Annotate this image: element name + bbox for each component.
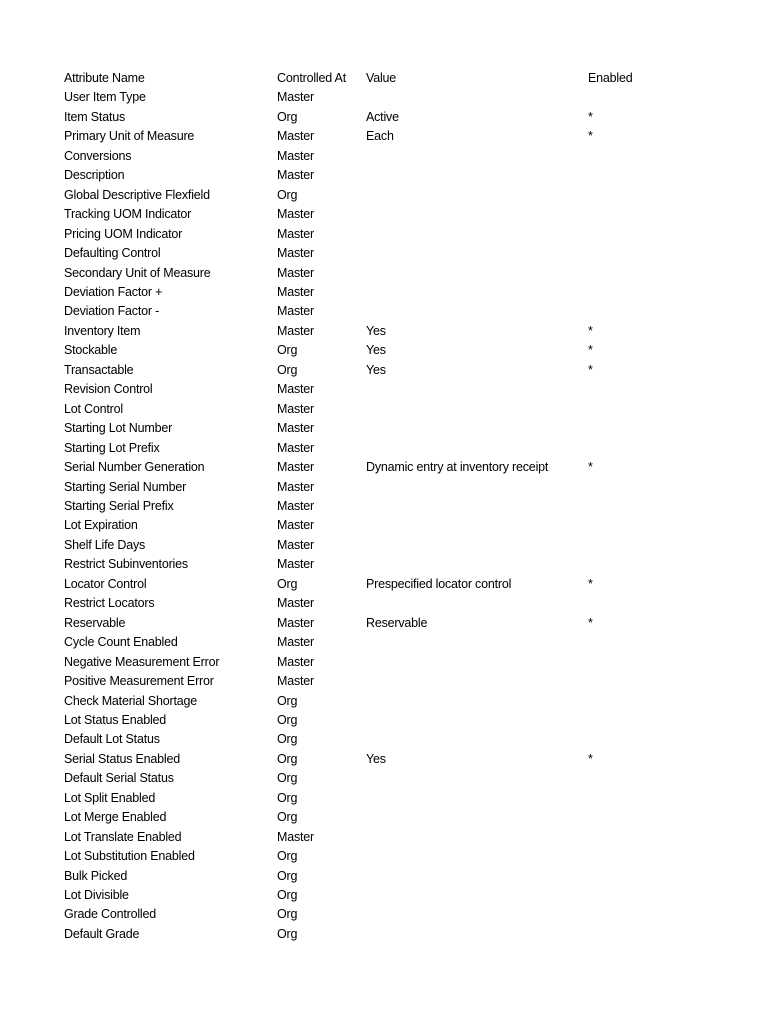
attribute-name-cell: Inventory Item <box>64 323 141 338</box>
enabled-cell <box>588 205 704 224</box>
table-row <box>64 147 704 166</box>
controlled-at-cell: Org <box>277 771 298 786</box>
attribute-name-cell: Default Serial Status <box>64 771 174 786</box>
table-row <box>64 341 704 360</box>
table-row <box>64 886 704 905</box>
controlled-at-cell: Org <box>277 790 298 805</box>
controlled-at-cell: Master <box>277 537 315 552</box>
controlled-at-cell: Org <box>277 693 298 708</box>
attribute-name-cell: Lot Expiration <box>64 518 138 533</box>
enabled-cell <box>588 147 704 166</box>
attribute-name-cell: Deviation Factor + <box>64 284 163 299</box>
enabled-cell <box>588 302 704 321</box>
table-row <box>64 108 704 127</box>
controlled-at-cell: Master <box>277 265 315 280</box>
value-cell: Yes <box>366 343 386 358</box>
enabled-cell: * <box>588 362 593 377</box>
table-row <box>64 808 704 827</box>
value-cell <box>366 653 588 672</box>
controlled-at-cell: Org <box>277 751 298 766</box>
enabled-cell <box>588 536 704 555</box>
enabled-cell <box>588 692 704 711</box>
enabled-cell <box>588 264 704 283</box>
enabled-cell: * <box>588 615 593 630</box>
header-row <box>64 69 704 88</box>
value-cell <box>366 439 588 458</box>
value-cell <box>366 186 588 205</box>
item-attributes-table <box>64 69 704 944</box>
enabled-cell <box>588 769 704 788</box>
enabled-cell <box>588 789 704 808</box>
value-cell <box>366 555 588 574</box>
table-row <box>64 575 704 594</box>
value-cell <box>366 264 588 283</box>
value-cell <box>366 283 588 302</box>
value-cell <box>366 769 588 788</box>
table-row <box>64 283 704 302</box>
value-cell: Yes <box>366 323 386 338</box>
enabled-cell <box>588 400 704 419</box>
controlled-at-cell: Master <box>277 304 315 319</box>
table-row <box>64 88 704 107</box>
value-cell <box>366 380 588 399</box>
enabled-cell <box>588 925 704 944</box>
value-cell: Active <box>366 109 399 124</box>
enabled-cell: * <box>588 109 593 124</box>
header-attribute-name: Attribute Name <box>64 71 145 85</box>
value-cell <box>366 711 588 730</box>
table-row <box>64 594 704 613</box>
controlled-at-cell: Org <box>277 868 298 883</box>
table-row <box>64 419 704 438</box>
controlled-at-cell: Master <box>277 148 315 163</box>
enabled-cell: * <box>588 460 593 475</box>
table-row <box>64 322 704 341</box>
attribute-name-cell: Lot Translate Enabled <box>64 829 182 844</box>
enabled-cell: * <box>588 129 593 144</box>
value-cell <box>366 828 588 847</box>
table-row <box>64 166 704 185</box>
controlled-at-cell: Org <box>277 187 298 202</box>
value-cell: Each <box>366 129 394 144</box>
attribute-name-cell: Starting Serial Number <box>64 479 187 494</box>
value-cell: Prespecified locator control <box>366 576 512 591</box>
attribute-name-cell: Lot Status Enabled <box>64 712 167 727</box>
enabled-cell <box>588 555 704 574</box>
enabled-cell: * <box>588 576 593 591</box>
attribute-name-cell: Positive Measurement Error <box>64 674 214 689</box>
table-row <box>64 847 704 866</box>
table-row <box>64 789 704 808</box>
attribute-name-cell: Shelf Life Days <box>64 537 146 552</box>
table-row <box>64 458 704 477</box>
controlled-at-cell: Master <box>277 323 315 338</box>
table-row <box>64 536 704 555</box>
controlled-at-cell: Org <box>277 712 298 727</box>
table-row <box>64 925 704 944</box>
attribute-name-cell: Secondary Unit of Measure <box>64 265 211 280</box>
table-row <box>64 555 704 574</box>
enabled-cell <box>588 594 704 613</box>
controlled-at-cell: Master <box>277 129 315 144</box>
attribute-name-cell: Tracking UOM Indicator <box>64 207 192 222</box>
controlled-at-cell: Org <box>277 888 298 903</box>
table-row <box>64 478 704 497</box>
enabled-cell <box>588 478 704 497</box>
attribute-name-cell: Restrict Locators <box>64 596 155 611</box>
attribute-name-cell: Serial Number Generation <box>64 460 205 475</box>
controlled-at-cell: Org <box>277 810 298 825</box>
attribute-name-cell: Default Grade <box>64 926 140 941</box>
attribute-name-cell: Pricing UOM Indicator <box>64 226 183 241</box>
attribute-name-cell: Negative Measurement Error <box>64 654 220 669</box>
table-row <box>64 730 704 749</box>
value-cell: Reservable <box>366 615 428 630</box>
table-row <box>64 672 704 691</box>
value-cell <box>366 808 588 827</box>
value-cell <box>366 419 588 438</box>
table-row <box>64 867 704 886</box>
attribute-name-cell: Lot Control <box>64 401 123 416</box>
enabled-cell <box>588 711 704 730</box>
controlled-at-cell: Master <box>277 829 315 844</box>
value-cell <box>366 516 588 535</box>
header-controlled-at: Controlled At <box>277 71 346 85</box>
value-cell: Dynamic entry at inventory receipt <box>366 460 549 475</box>
controlled-at-cell: Master <box>277 421 315 436</box>
value-cell <box>366 692 588 711</box>
controlled-at-cell: Org <box>277 732 298 747</box>
table-header <box>64 69 704 88</box>
attribute-name-cell: Transactable <box>64 362 134 377</box>
enabled-cell <box>588 808 704 827</box>
table-row <box>64 400 704 419</box>
controlled-at-cell: Org <box>277 926 298 941</box>
attribute-name-cell: Starting Lot Prefix <box>64 440 160 455</box>
table-row <box>64 633 704 652</box>
enabled-cell: * <box>588 323 593 338</box>
enabled-cell <box>588 886 704 905</box>
table-row <box>64 380 704 399</box>
table-row <box>64 205 704 224</box>
attribute-name-cell: Conversions <box>64 148 132 163</box>
enabled-cell <box>588 225 704 244</box>
table-row <box>64 905 704 924</box>
attribute-name-cell: Primary Unit of Measure <box>64 129 195 144</box>
controlled-at-cell: Org <box>277 109 298 124</box>
value-cell <box>366 633 588 652</box>
controlled-at-cell: Master <box>277 635 315 650</box>
attribute-name-cell: Stockable <box>64 343 118 358</box>
attribute-name-cell: Lot Split Enabled <box>64 790 156 805</box>
table-row <box>64 225 704 244</box>
value-cell <box>366 244 588 263</box>
controlled-at-cell: Master <box>277 90 315 105</box>
attribute-name-cell: Lot Substitution Enabled <box>64 849 195 864</box>
value-cell <box>366 205 588 224</box>
value-cell <box>366 302 588 321</box>
controlled-at-cell: Org <box>277 907 298 922</box>
value-cell: Yes <box>366 751 386 766</box>
value-cell <box>366 147 588 166</box>
controlled-at-cell: Master <box>277 246 315 261</box>
table-row <box>64 828 704 847</box>
controlled-at-cell: Master <box>277 674 315 689</box>
controlled-at-cell: Master <box>277 226 315 241</box>
controlled-at-cell: Org <box>277 362 298 377</box>
attribute-name-cell: Reservable <box>64 615 126 630</box>
table-row <box>64 264 704 283</box>
table-row <box>64 516 704 535</box>
enabled-cell <box>588 244 704 263</box>
enabled-cell <box>588 905 704 924</box>
header-value: Value <box>366 71 397 85</box>
attribute-name-cell: Defaulting Control <box>64 246 161 261</box>
controlled-at-cell: Org <box>277 576 298 591</box>
table-row <box>64 127 704 146</box>
enabled-cell: * <box>588 751 593 766</box>
enabled-cell <box>588 633 704 652</box>
table-row <box>64 186 704 205</box>
enabled-cell <box>588 166 704 185</box>
value-cell <box>366 789 588 808</box>
controlled-at-cell: Master <box>277 654 315 669</box>
controlled-at-cell: Master <box>277 557 315 572</box>
enabled-cell <box>588 653 704 672</box>
controlled-at-cell: Master <box>277 284 315 299</box>
controlled-at-cell: Org <box>277 343 298 358</box>
value-cell <box>366 88 588 107</box>
enabled-cell <box>588 730 704 749</box>
attribute-name-cell: Lot Merge Enabled <box>64 810 167 825</box>
attribute-name-cell: User Item Type <box>64 90 146 105</box>
controlled-at-cell: Org <box>277 849 298 864</box>
header-enabled: Enabled <box>588 71 633 85</box>
controlled-at-cell: Master <box>277 460 315 475</box>
enabled-cell <box>588 672 704 691</box>
controlled-at-cell: Master <box>277 440 315 455</box>
table-row <box>64 653 704 672</box>
value-cell <box>366 225 588 244</box>
value-cell <box>366 867 588 886</box>
enabled-cell <box>588 867 704 886</box>
controlled-at-cell: Master <box>277 615 315 630</box>
value-cell: Yes <box>366 362 386 377</box>
table-row <box>64 769 704 788</box>
value-cell <box>366 672 588 691</box>
value-cell <box>366 478 588 497</box>
enabled-cell <box>588 439 704 458</box>
table-row <box>64 497 704 516</box>
value-cell <box>366 166 588 185</box>
attribute-name-cell: Starting Serial Prefix <box>64 498 174 513</box>
enabled-cell <box>588 88 704 107</box>
value-cell <box>366 497 588 516</box>
table-row <box>64 692 704 711</box>
controlled-at-cell: Master <box>277 518 315 533</box>
controlled-at-cell: Master <box>277 498 315 513</box>
value-cell <box>366 905 588 924</box>
enabled-cell <box>588 516 704 535</box>
value-cell <box>366 925 588 944</box>
controlled-at-cell: Master <box>277 168 315 183</box>
table-row <box>64 711 704 730</box>
table-row <box>64 244 704 263</box>
attribute-name-cell: Deviation Factor - <box>64 304 160 319</box>
enabled-cell <box>588 419 704 438</box>
value-cell <box>366 536 588 555</box>
attribute-name-cell: Global Descriptive Flexfield <box>64 187 210 202</box>
table-row <box>64 361 704 380</box>
enabled-cell: * <box>588 343 593 358</box>
controlled-at-cell: Master <box>277 207 315 222</box>
attribute-name-cell: Check Material Shortage <box>64 693 197 708</box>
attribute-name-cell: Starting Lot Number <box>64 421 173 436</box>
attribute-name-cell: Serial Status Enabled <box>64 751 181 766</box>
enabled-cell <box>588 283 704 302</box>
enabled-cell <box>588 847 704 866</box>
attribute-name-cell: Restrict Subinventories <box>64 557 188 572</box>
controlled-at-cell: Master <box>277 401 315 416</box>
table-row <box>64 439 704 458</box>
value-cell <box>366 886 588 905</box>
table-row <box>64 614 704 633</box>
enabled-cell <box>588 380 704 399</box>
enabled-cell <box>588 828 704 847</box>
controlled-at-cell: Master <box>277 382 315 397</box>
controlled-at-cell: Master <box>277 596 315 611</box>
attribute-name-cell: Lot Divisible <box>64 888 129 903</box>
enabled-cell <box>588 186 704 205</box>
value-cell <box>366 400 588 419</box>
attribute-name-cell: Description <box>64 168 125 183</box>
attribute-name-cell: Revision Control <box>64 382 153 397</box>
attribute-name-cell: Grade Controlled <box>64 907 156 922</box>
value-cell <box>366 594 588 613</box>
attribute-name-cell: Item Status <box>64 109 126 124</box>
enabled-cell <box>588 497 704 516</box>
value-cell <box>366 847 588 866</box>
attribute-name-cell: Cycle Count Enabled <box>64 635 178 650</box>
table-row <box>64 302 704 321</box>
table-row <box>64 750 704 769</box>
attribute-name-cell: Default Lot Status <box>64 732 160 747</box>
controlled-at-cell: Master <box>277 479 315 494</box>
attribute-name-cell: Locator Control <box>64 576 147 591</box>
table-body <box>64 88 704 944</box>
value-cell <box>366 730 588 749</box>
attribute-name-cell: Bulk Picked <box>64 868 128 883</box>
